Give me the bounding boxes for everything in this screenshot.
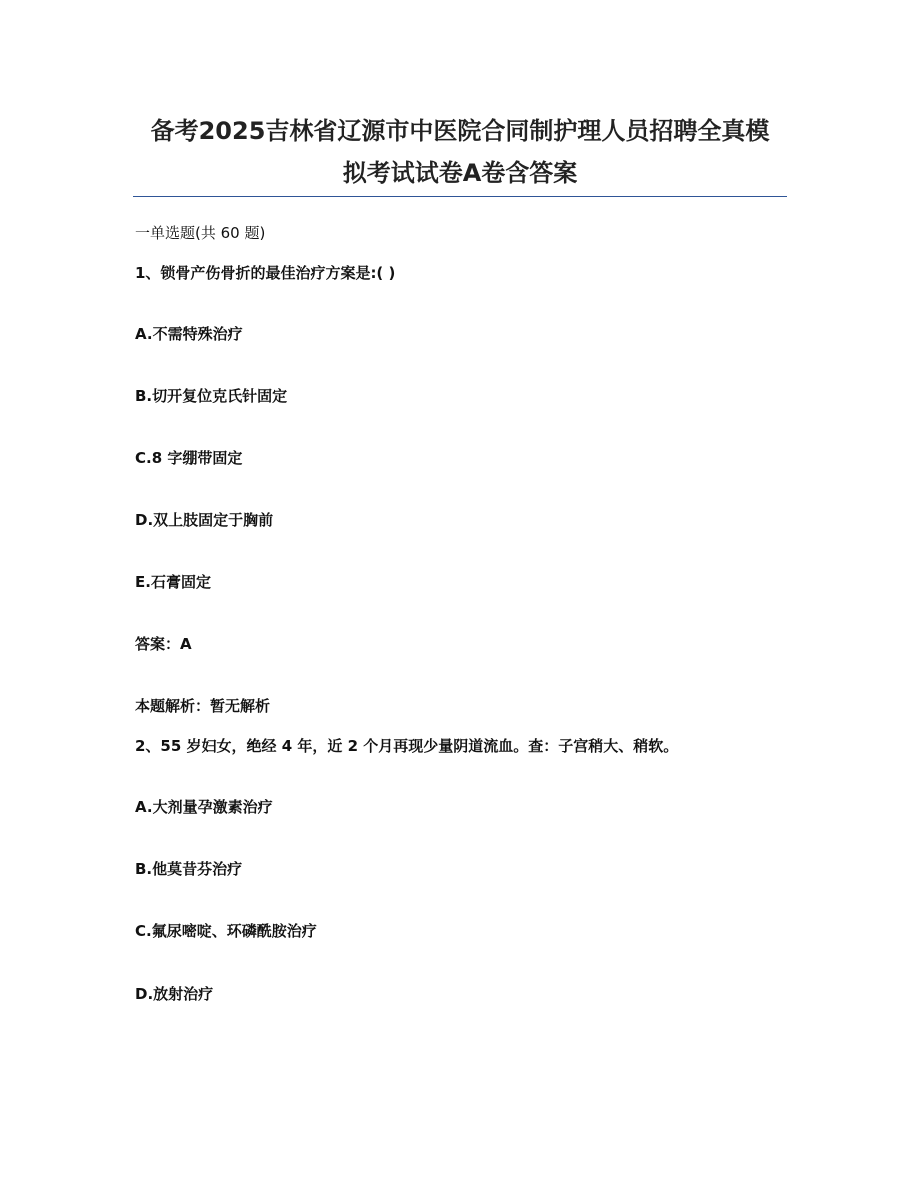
question-1-option-d: D.双上肢固定于胸前 <box>135 511 274 529</box>
question-1-option-a: A.不需特殊治疗 <box>135 325 243 343</box>
title-line-1: 备考2025吉林省辽源市中医院合同制护理人员招聘全真模 <box>150 117 770 145</box>
question-1-answer: 答案：A <box>135 635 192 653</box>
question-1-analysis: 本题解析：暂无解析 <box>135 697 271 715</box>
question-2-option-b: B.他莫昔芬治疗 <box>135 860 243 878</box>
document-title <box>100 110 820 194</box>
question-2-stem: 2、55 岁妇女，绝经 4 年，近 2 个月再现少量阴道流血。查：子宫稍大、稍软。 <box>135 737 679 755</box>
question-2-option-c: C.氟尿嘧啶、环磷酰胺治疗 <box>135 922 317 940</box>
section-heading: 一单选题(共 60 题) <box>135 224 266 242</box>
question-1-option-b: B.切开复位克氏针固定 <box>135 387 288 405</box>
question-2-option-a: A.大剂量孕激素治疗 <box>135 798 273 816</box>
title-line-2: 拟考试试卷A卷含答案 <box>342 159 578 187</box>
question-1-stem: 1、锁骨产伤骨折的最佳治疗方案是:( ) <box>135 264 396 282</box>
question-2-option-d: D.放射治疗 <box>135 985 214 1003</box>
question-1-option-c: C.8 字绷带固定 <box>135 449 243 467</box>
question-1-option-e: E.石膏固定 <box>135 573 211 591</box>
title-divider <box>133 196 787 197</box>
